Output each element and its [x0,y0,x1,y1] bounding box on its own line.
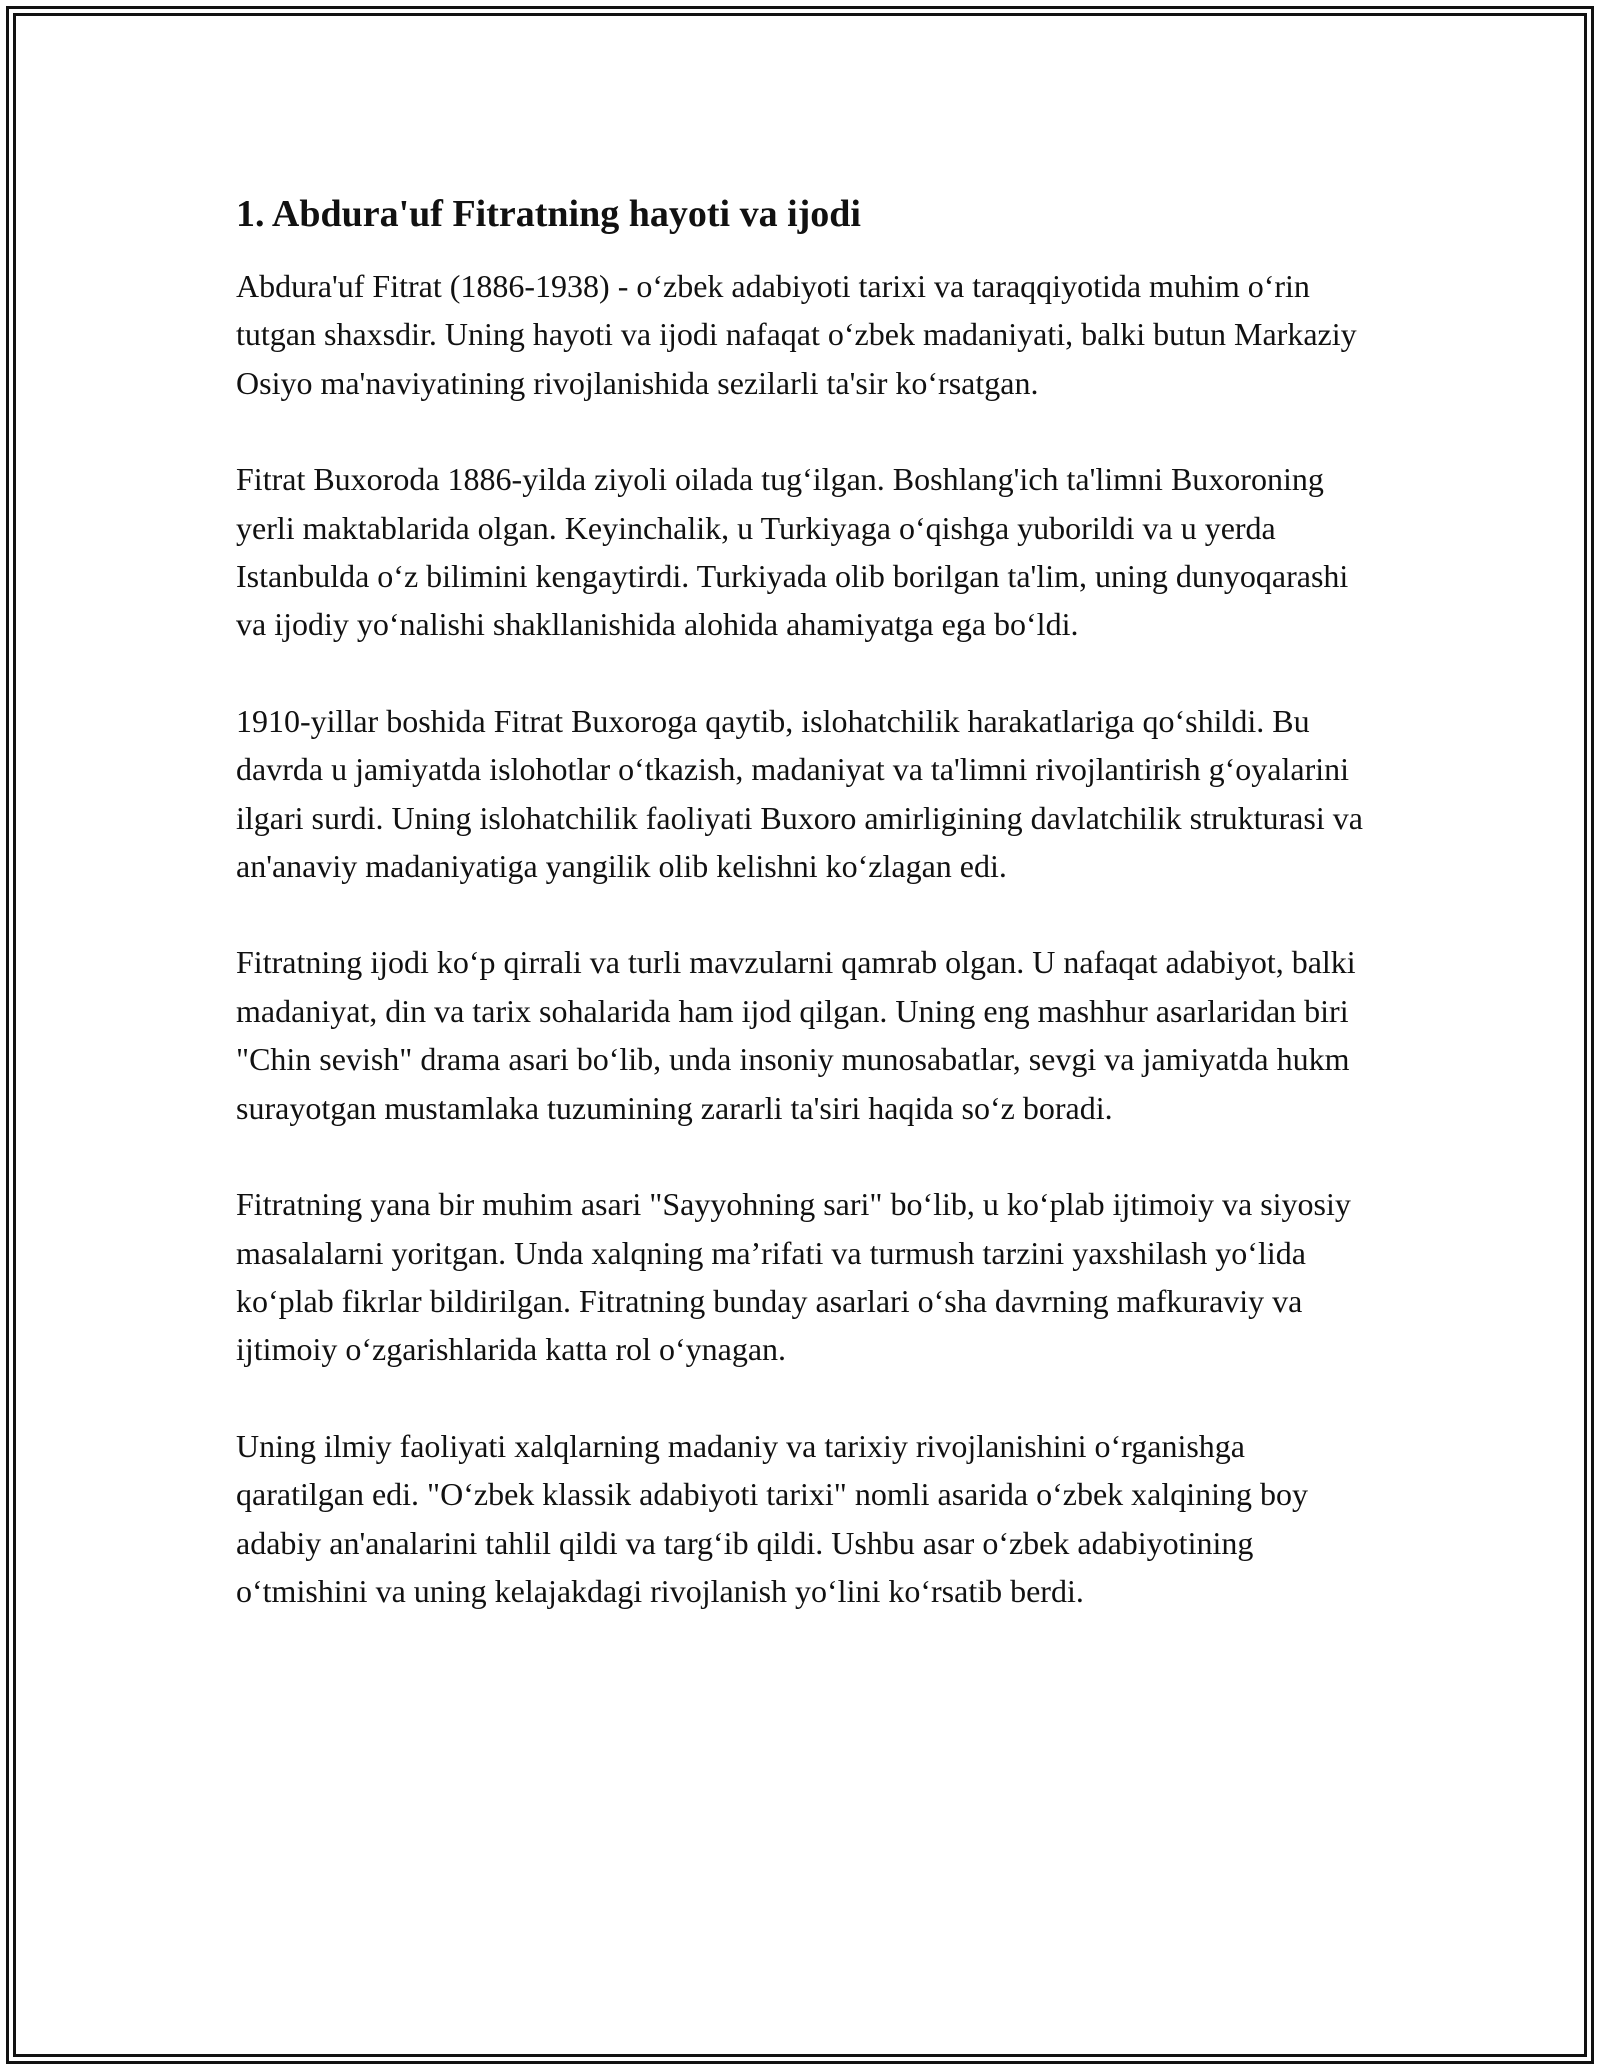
paragraph-creative-work: Fitratning ijodi ko‘p qirrali va turli mavzularni qamrab olgan. U nafaqat adabiyot, balki madaniyat, din va tarix sohalarida ham ijod qilgan. Uning eng mashhur asarlaridan biri "Chin sevish" drama asari bo‘lib, unda insoniy munosabatlar, sevgi va jamiyatda hukm surayotgan mustamlaka tuzumining zararli ta'siri haqida so‘z boradi. [236,944,1356,1126]
section-heading: 1. Abdura'uf Fitratning hayoti va ijodi [236,193,861,235]
paragraph-scholarly-work: Uning ilmiy faoliyati xalqlarning madaniy va tarixiy rivojlanishini o‘rganishga qaratilgan edi. "O‘zbek klassik adabiyoti tarixi" nomli asarida o‘zbek xalqining boy adabiy an'analarini tahlil qildi va targ‘ib qildi. Ushbu asar o‘zbek adabiyotining o‘tmishini va uning kelajakdagi rivojlanish yo‘lini ko‘rsatib berdi. [236,1427,1309,1609]
paragraph-intro: Abdura'uf Fitrat (1886-1938) - o‘zbek adabiyoti tarixi va taraqqiyotida muhim o‘rin tutgan shaxsdir. Uning hayoti va ijodi nafaqat o‘zbek madaniyati, balki butun Markaziy Osiyo ma'naviyatining rivojlanishida sezilarli ta'sir ko‘rsatgan. [236,268,1357,401]
paragraph-reform-activity: 1910-yillar boshida Fitrat Buxoroga qaytib, islohatchilik harakatlariga qo‘shildi. Bu davrda u jamiyatda islohotlar o‘tkazish, madaniyat va ta'limni rivojlantirish g‘oyalarini ilgari surdi. Uning islohatchilik faoliyati Buxoro amirligining davlatchilik strukturasi va an'anaviy madaniyatiga yangilik olib kelishni ko‘zlagan edi. [236,702,1363,885]
paragraph-sayyoh-work: Fitratning yana bir muhim asari "Sayyohning sari" bo‘lib, u ko‘plab ijtimoiy va siyosiy masalalarni yoritgan. Unda xalqning ma’rifati va turmush tarzini yaxshilash yo‘lida ko‘plab fikrlar bildirilgan. Fitratning bunday asarlari o‘sha davrning mafkuraviy va ijtimoiy o‘zgarishlarida katta rol o‘ynagan. [236,1186,1351,1368]
document-body [236,190,1376,1663]
paragraph-early-life: Fitrat Buxoroda 1886-yilda ziyoli oilada tug‘ilgan. Boshlang'ich ta'limni Buxoroning yerli maktablarida olgan. Keyinchalik, u Turkiyaga o‘qishga yuborildi va u yerda Istanbulda o‘z bilimini kengaytirdi. Turkiyada olib borilgan ta'lim, uning dunyoqarashi va ijodiy yo‘nalishi shakllanishida alohida ahamiyatga ega bo‘ldi. [236,461,1349,643]
